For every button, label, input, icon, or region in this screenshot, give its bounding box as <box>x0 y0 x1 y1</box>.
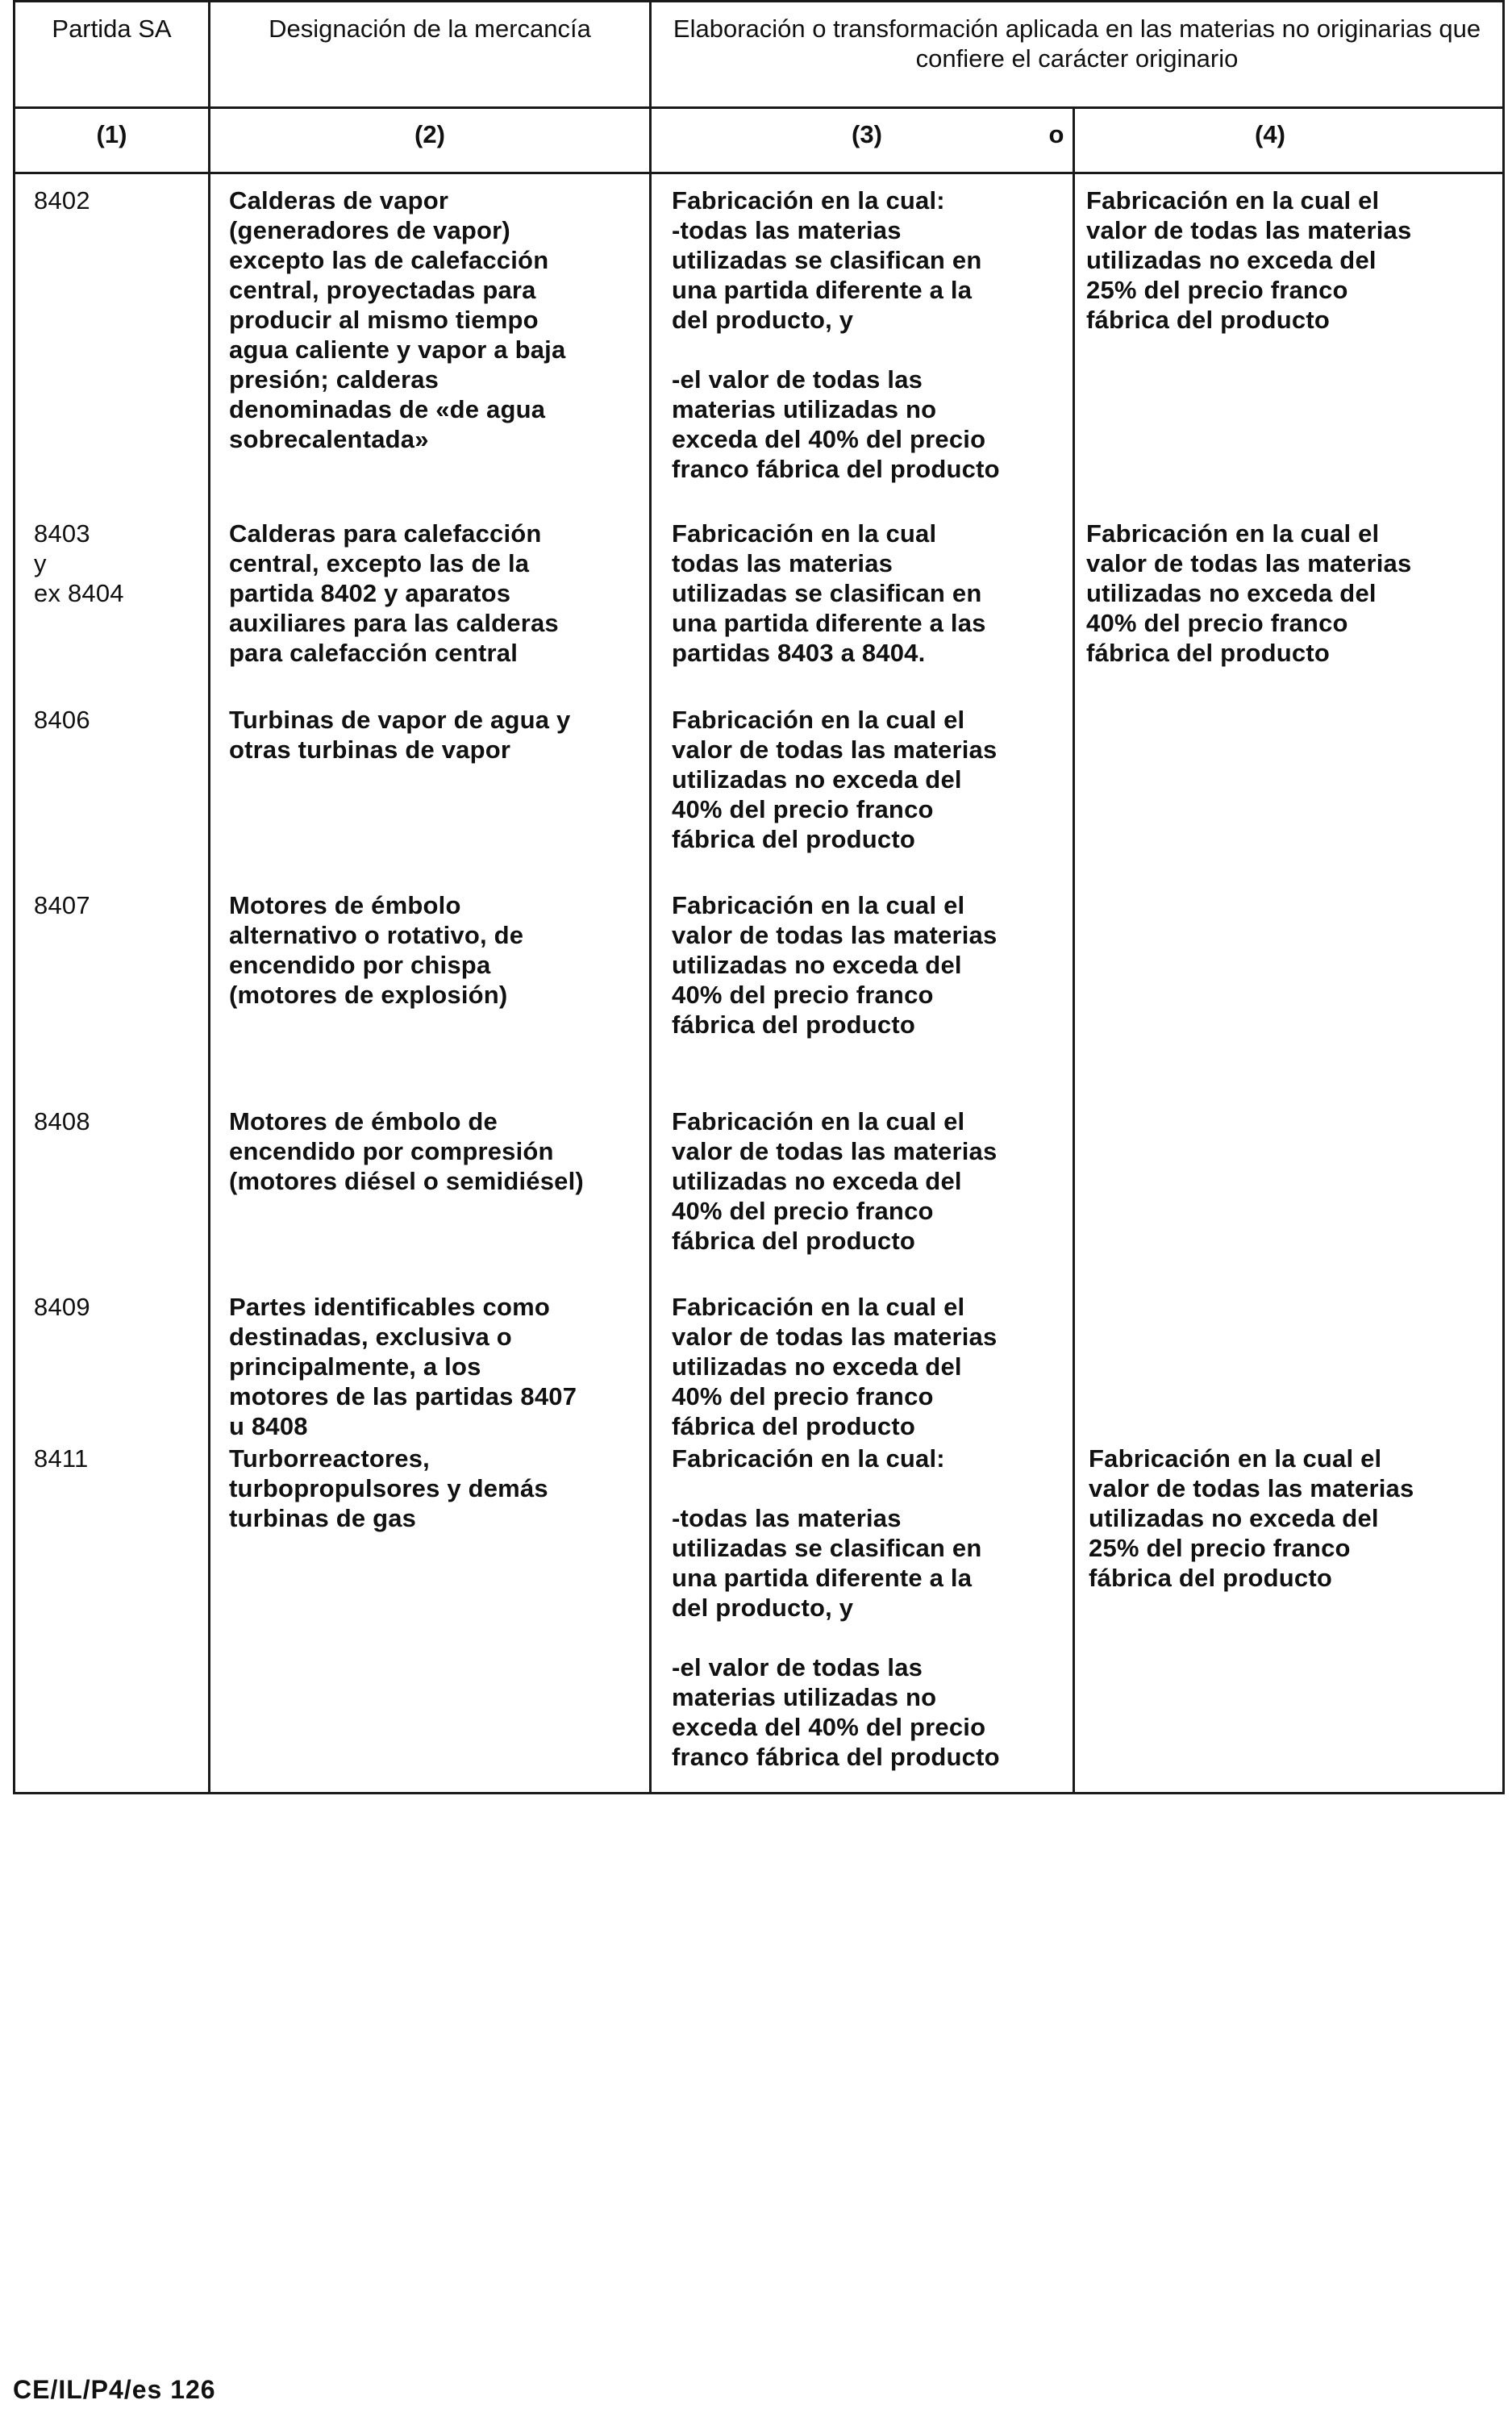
row-8411-rule-col4: Fabricación en la cual el valor de todas las materias utilizadas no exceda del 25% del precio franco fábrica del producto <box>1089 1444 1414 1592</box>
column-number-2: (2) <box>414 120 445 148</box>
column-number-1: (1) <box>96 120 127 148</box>
row-8407-code: 8407 <box>34 891 90 919</box>
row-8408-code: 8408 <box>34 1107 90 1135</box>
row-8409-designation: Partes identificables como destinadas, exclusiva o principalmente, a los motores de las partidas 8407 u 8408 <box>229 1293 577 1440</box>
row-8406-designation: Turbinas de vapor de agua y otras turbinas de vapor <box>229 706 571 764</box>
column-number-3: (3) <box>852 120 882 148</box>
row-8406-rule-col3: Fabricación en la cual el valor de todas las materias utilizadas no exceda del 40% del precio franco fábrica del producto <box>672 706 998 853</box>
row-8402-designation: Calderas de vapor (generadores de vapor) excepto las de calefacción central, proyectadas para producir al mismo tiempo agua caliente y vapor a baja presión; calderas denominadas de «de agua sobrecalentada» <box>229 186 566 453</box>
row-8411-code: 8411 <box>34 1444 89 1473</box>
row-8403-rule-col4: Fabricación en la cual el valor de todas las materias utilizadas no exceda del 40% del precio franco fábrica del producto <box>1086 519 1412 667</box>
row-8411-designation: Turborreactores, turbopropulsores y demás turbinas de gas <box>229 1444 548 1532</box>
row-8402-code: 8402 <box>34 186 90 215</box>
column-divider-3 <box>1073 106 1075 1794</box>
header-designacion: Designación de la mercancía <box>269 15 591 43</box>
column-number-4: (4) <box>1255 120 1285 148</box>
row-8409-rule-col3: Fabricación en la cual el valor de todas las materias utilizadas no exceda del 40% del precio franco fábrica del producto <box>672 1293 998 1440</box>
column-divider-1 <box>208 0 210 1794</box>
header-divider <box>13 106 1505 109</box>
column-divider-2 <box>649 0 652 1794</box>
column-number-divider <box>13 172 1505 174</box>
row-8403-rule-col3: Fabricación en la cual todas las materias utilizadas se clasifican en una partida diferente a las partidas 8403 a 8404. <box>672 519 986 667</box>
row-8408-designation: Motores de émbolo de encendido por compresión (motores diésel o semidiésel) <box>229 1107 584 1195</box>
row-8407-designation: Motores de émbolo alternativo o rotativo, de encendido por chispa (motores de explosión) <box>229 891 524 1009</box>
header-elaboracion: Elaboración o transformación aplicada en las materias no originarias que confiere el carácter originario <box>673 15 1481 73</box>
row-8403-designation: Calderas para calefacción central, excepto las de la partida 8402 y aparatos auxiliares para las calderas para calefacción central <box>229 519 559 667</box>
row-8402-rule-col4: Fabricación en la cual el valor de todas las materias utilizadas no exceda del 25% del precio franco fábrica del producto <box>1086 186 1412 334</box>
row-8403-code: 8403 y ex 8404 <box>34 519 124 607</box>
page-reference: CE/IL/P4/es 126 <box>13 2375 216 2404</box>
row-8409-code: 8409 <box>34 1293 90 1321</box>
column-or-separator: o <box>1048 120 1064 148</box>
row-8411-rule-col3: Fabricación en la cual: -todas las materias utilizadas se clasifican en una partida diferente a la del producto, y -el valor de todas las materias utilizadas no exceda del 40% del precio franco fábrica del producto <box>672 1444 1000 1771</box>
row-8402-rule-col3: Fabricación en la cual: -todas las materias utilizadas se clasifican en una partida diferente a la del producto, y -el valor de todas las materias utilizadas no exceda del 40% del precio franco fábrica del producto <box>672 186 1000 483</box>
row-8408-rule-col3: Fabricación en la cual el valor de todas las materias utilizadas no exceda del 40% del precio franco fábrica del producto <box>672 1107 998 1255</box>
row-8407-rule-col3: Fabricación en la cual el valor de todas las materias utilizadas no exceda del 40% del precio franco fábrica del producto <box>672 891 998 1039</box>
row-8406-code: 8406 <box>34 706 90 734</box>
header-partida-sa: Partida SA <box>52 15 172 43</box>
